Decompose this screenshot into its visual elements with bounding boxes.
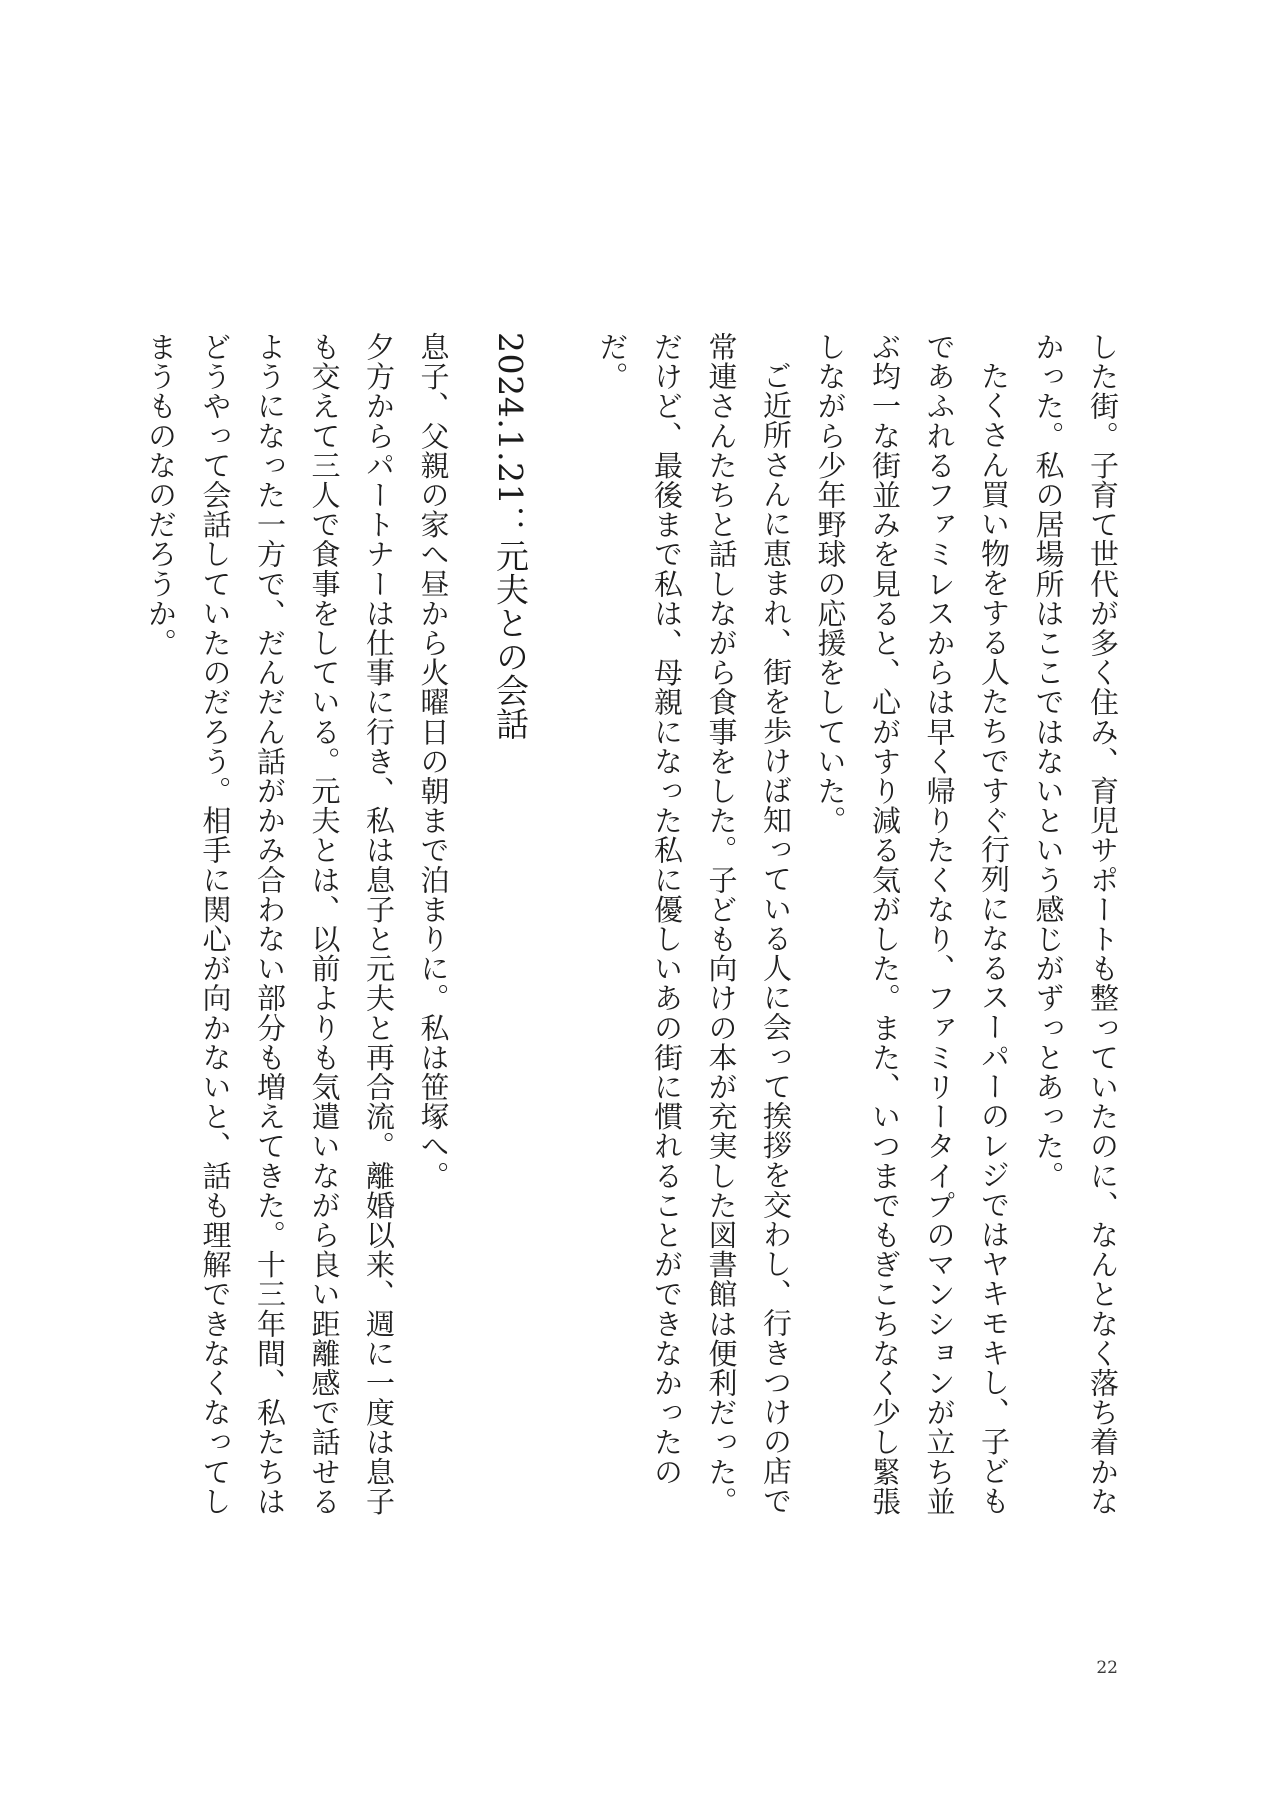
section-paragraph-1: 息子、父親の家へ昼から火曜日の朝まで泊まりに。私は笹塚へ。 bbox=[416, 332, 451, 1191]
section-heading: 2024.1.21：元夫との会話 bbox=[491, 332, 530, 741]
page-number: 22 bbox=[1096, 1658, 1118, 1678]
vertical-text-body bbox=[134, 332, 1131, 1542]
section-paragraph-2: 夕方からパートナーは仕事に行き、私は息子と元夫と再合流。離婚以来、週に一度は息子も交えて三人で食事をしている。元夫とは、以前よりも気遣いながら良い距離感で話せるようになった一方で、だんだん話がかみ合わない部分も増えてきた。十三年間、私たちはどうやって会話していたのだろう。相手に関心が向かないと、話も理解できなくなってしまうものなのだろうか。 bbox=[144, 332, 396, 1516]
paragraph-1: した街。子育て世代が多く住み、育児サポートも整っていたのに、なんとなく落ち着かなかった。私の居場所はここではないという感じがずっとあった。 bbox=[1031, 332, 1120, 1516]
paragraph-2: たくさん買い物をする人たちですぐ行列になるスーパーのレジではヤキモキし、子どもであふれるファミレスからは早く帰りたくなり、ファミリータイプのマンションが立ち並ぶ均一な街並みを見ると、心がすり減る気がした。また、いつまでもぎこちなく少し緊張しながら少年野球の応援をしていた。 bbox=[813, 332, 1011, 1516]
paragraph-3: ご近所さんに恵まれ、街を歩けば知っている人に会って挨拶を交わし、行きつけの店で常連さんたちと話しながら食事をした。子ども向けの本が充実した図書館は便利だった。だけど、最後まで私は、母親になった私に優しいあの街に慣れることができなかったのだ。 bbox=[595, 332, 793, 1516]
